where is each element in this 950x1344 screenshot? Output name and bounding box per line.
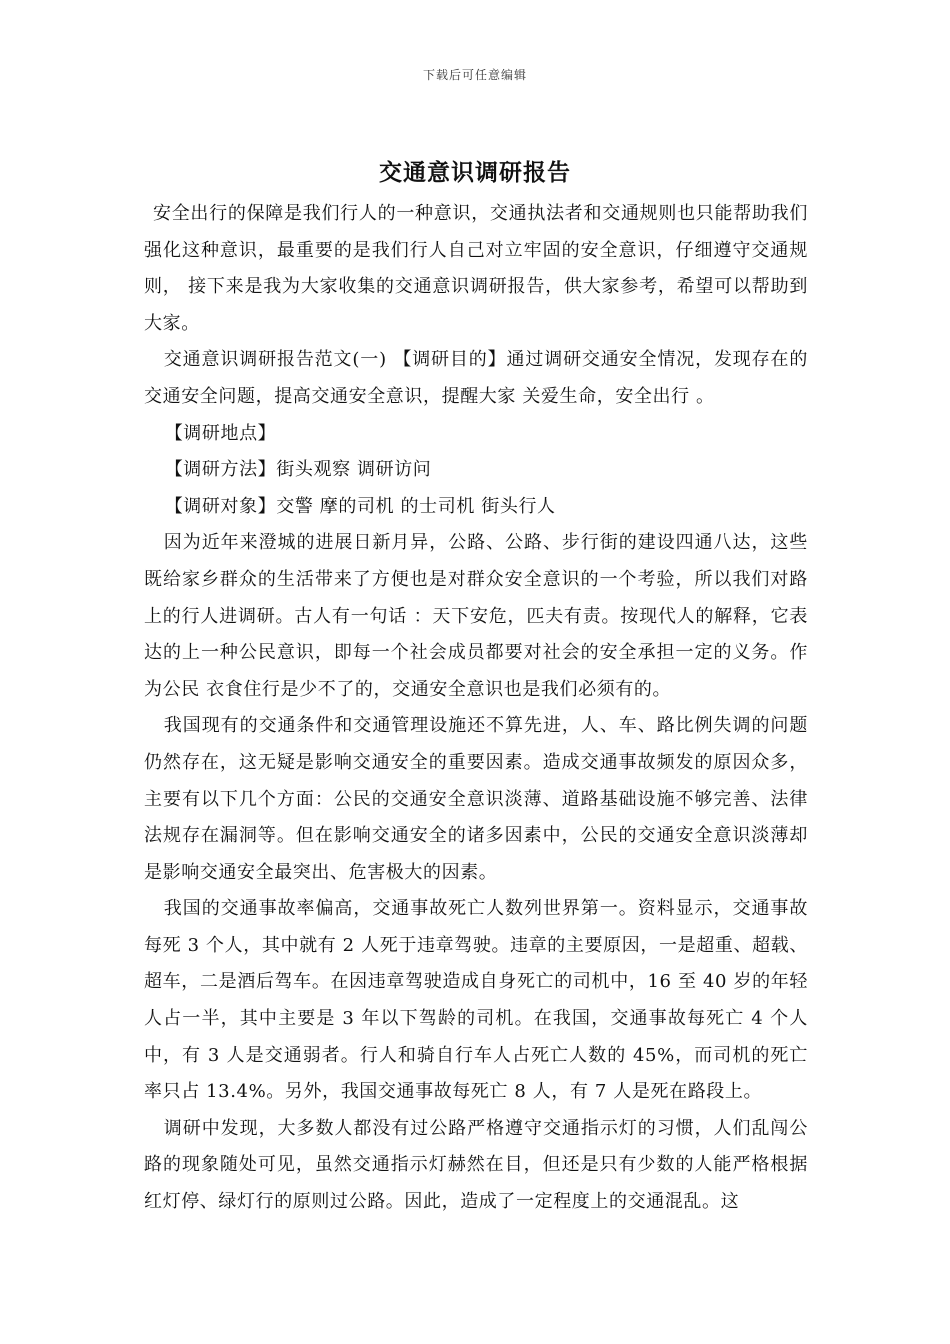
paragraph-location: 【调研地点】 [164, 422, 277, 444]
paragraph-findings: 调研中发现，大多数人都没有过公路严格遵守交通指示灯的习惯，人们乱闯公路的现象随处可见，虽然交通指示灯赫然在目，但还是只有少数的人能严格根据红灯停、绿灯行的原则过公路。因此，造成了一定程度上的交通混乱。这 [144, 1117, 808, 1213]
paragraph-statistics: 我国的交通事故率偏高，交通事故死亡人数列世界第一。资料显示，交通事故每死 3 个人，其中就有 2 人死于违章驾驶。违章的主要原因，一是超重、超载、超车，二是酒后驾车。在因违章驾驶造成自身死亡的司机中，16 至 40 岁的年轻人占一半，其中主要是 3 年以下驾龄的司机。在我国，交通事故每死亡 4 个人中，有 3 人是交通弱者。行人和骑自行车人占死亡人数的 45%，而司机的死亡率只占 13.4%。另外，我国交通事故每死亡 8 人，有 7 人是死在路段上。 [144, 898, 808, 1103]
paragraph-method: 【调研方法】街头观察 调研访问 [164, 459, 432, 481]
document-body [144, 196, 808, 1221]
paragraph-conditions: 我国现有的交通条件和交通管理设施还不算先进，人、车、路比例失调的问题仍然存在，这无疑是影响交通安全的重要因素。造成交通事故频发的原因众多，主要有以下几个方面：公民的交通安全意识淡薄、道路基础设施不够完善、法律法规存在漏洞等。但在影响交通安全的诸多因素中，公民的交通安全意识淡薄却是影响交通安全最突出、危害极大的因素。 [144, 715, 808, 883]
paragraph-background: 因为近年来澄城的进展日新月异，公路、公路、步行街的建设四通八达，这些既给家乡群众的生活带来了方便也是对群众安全意识的一个考验，所以我们对路上的行人进调研。古人有一句话 ：天下安危，匹夫有责。按现代人的解释，它表达的上一种公民意识，即每一个社会成员都要对社会的安全承担一定的义务。作为公民 衣食住行是少不了的，交通安全意识也是我们必须有的。 [144, 532, 808, 700]
document-title: 交通意识调研报告 [379, 159, 571, 186]
paragraph-intro: 安全出行的保障是我们行人的一种意识，交通执法者和交通规则也只能帮助我们强化这种意识，最重要的是我们行人自己对立牢固的安全意识，仔细遵守交通规则， 接下来是我为大家收集的交通意识调研报告，供大家参考，希望可以帮助到大家。 [144, 203, 808, 334]
paragraph-purpose: 交通意识调研报告范文(一) 【调研目的】通过调研交通安全情况，发现存在的交通安全问题，提高交通安全意识，提醒大家 关爱生命，安全出行 。 [144, 349, 808, 407]
paragraph-subjects: 【调研对象】交警 摩的司机 的士司机 街头行人 [164, 495, 556, 517]
header-note: 下载后可任意编辑 [422, 68, 527, 82]
